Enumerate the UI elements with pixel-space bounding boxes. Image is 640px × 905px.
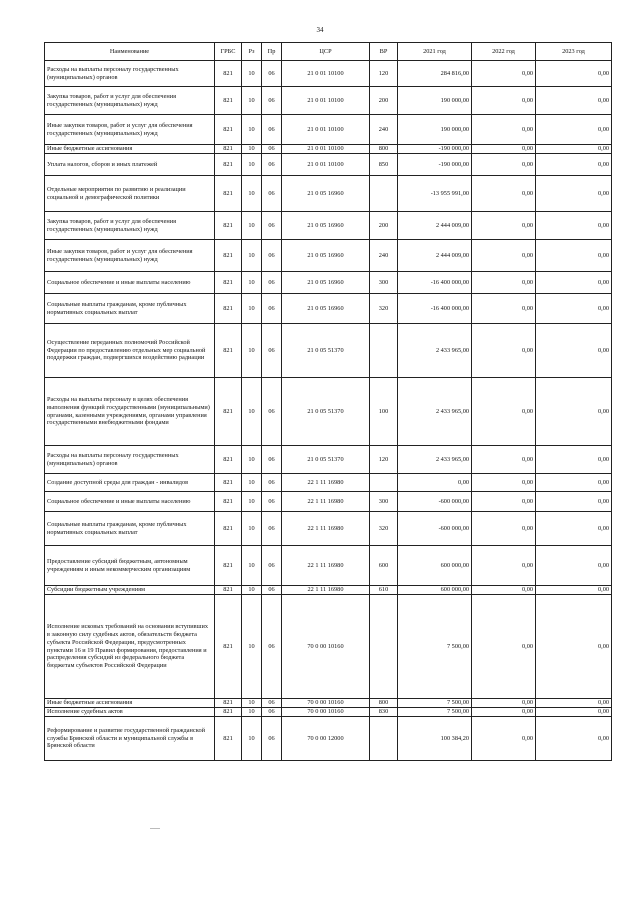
cell-pr: 06 [262,446,282,474]
cell-pr: 06 [262,595,282,699]
cell-rz: 10 [242,272,262,294]
cell-rz: 10 [242,145,262,154]
cell-pr: 06 [262,145,282,154]
cell-y2021: 190 000,00 [398,115,472,145]
cell-y2023: 0,00 [536,717,612,761]
cell-rz: 10 [242,378,262,446]
header-vr: ВР [370,43,398,61]
cell-vr: 120 [370,446,398,474]
cell-pr: 06 [262,586,282,595]
cell-y2023: 0,00 [536,212,612,240]
cell-y2022: 0,00 [472,474,536,492]
cell-rz: 10 [242,699,262,708]
cell-csr: 21 0 01 10100 [282,87,370,115]
cell-rz: 10 [242,546,262,586]
cell-grbs: 821 [215,378,242,446]
cell-vr: 120 [370,61,398,87]
cell-y2021: -600 000,00 [398,492,472,512]
cell-y2022: 0,00 [472,595,536,699]
cell-vr [370,176,398,212]
cell-vr: 200 [370,87,398,115]
cell-rz: 10 [242,240,262,272]
cell-csr: 21 0 01 10100 [282,115,370,145]
cell-csr: 21 0 01 10100 [282,154,370,176]
cell-name: Социальное обеспечение и иные выплаты населению [45,272,215,294]
cell-y2023: 0,00 [536,512,612,546]
cell-name: Социальное обеспечение и иные выплаты населению [45,492,215,512]
cell-y2023: 0,00 [536,87,612,115]
cell-y2021: 100 384,20 [398,717,472,761]
cell-name: Социальные выплаты гражданам, кроме публичных нормативных социальных выплат [45,512,215,546]
table-row [45,115,612,145]
cell-grbs: 821 [215,294,242,324]
header-2023: 2023 год [536,43,612,61]
header-2021: 2021 год [398,43,472,61]
cell-name: Осуществление переданных полномочий Российской Федерации по предоставлению отдельных мер социальной поддержки граждан, подвергшихся воздействию радиации [45,324,215,378]
cell-csr: 21 0 01 10100 [282,61,370,87]
cell-vr: 300 [370,492,398,512]
cell-csr: 70 0 00 10160 [282,699,370,708]
cell-rz: 10 [242,512,262,546]
cell-pr: 06 [262,708,282,717]
cell-vr: 300 [370,272,398,294]
cell-y2023: 0,00 [536,446,612,474]
cell-y2023: 0,00 [536,294,612,324]
cell-pr: 06 [262,378,282,446]
cell-pr: 06 [262,61,282,87]
cell-vr [370,595,398,699]
cell-y2023: 0,00 [536,240,612,272]
cell-grbs: 821 [215,699,242,708]
cell-y2021: -16 400 000,00 [398,272,472,294]
stray-mark [150,828,160,829]
cell-y2023: 0,00 [536,595,612,699]
cell-name: Создание доступной среды для граждан - инвалидов [45,474,215,492]
cell-pr: 06 [262,176,282,212]
cell-csr: 21 0 05 16960 [282,212,370,240]
table-row [45,240,612,272]
cell-y2022: 0,00 [472,512,536,546]
cell-name: Закупка товаров, работ и услуг для обеспечения государственных (муниципальных) нужд [45,212,215,240]
cell-y2021: 2 433 965,00 [398,324,472,378]
cell-rz: 10 [242,324,262,378]
table-row [45,474,612,492]
cell-y2023: 0,00 [536,145,612,154]
cell-vr: 240 [370,115,398,145]
cell-y2022: 0,00 [472,240,536,272]
table-row [45,492,612,512]
cell-y2023: 0,00 [536,708,612,717]
table-row [45,176,612,212]
cell-grbs: 821 [215,586,242,595]
header-rz: Рз [242,43,262,61]
cell-y2022: 0,00 [472,586,536,595]
cell-csr: 70 0 00 10160 [282,595,370,699]
table-row [45,272,612,294]
cell-y2021: -600 000,00 [398,512,472,546]
cell-y2023: 0,00 [536,586,612,595]
cell-csr: 21 0 05 16960 [282,176,370,212]
cell-y2023: 0,00 [536,546,612,586]
cell-y2022: 0,00 [472,272,536,294]
cell-csr: 22 1 11 16980 [282,546,370,586]
cell-y2022: 0,00 [472,212,536,240]
cell-rz: 10 [242,154,262,176]
cell-name: Иные бюджетные ассигнования [45,699,215,708]
cell-y2021: 7 500,00 [398,708,472,717]
cell-pr: 06 [262,512,282,546]
table-header-row [45,43,612,61]
cell-name: Отдельные мероприятия по развитию и реализации социальной и демографической политики [45,176,215,212]
cell-vr: 320 [370,512,398,546]
cell-csr: 22 1 11 16980 [282,512,370,546]
cell-vr: 200 [370,212,398,240]
cell-pr: 06 [262,699,282,708]
cell-name: Расходы на выплаты персоналу в целях обеспечения выполнения функций государственными (муниципальными) органами, казенными учреждениями, органами управления государственными внебюджетными фондами [45,378,215,446]
cell-y2022: 0,00 [472,717,536,761]
cell-grbs: 821 [215,708,242,717]
cell-csr: 21 0 05 51370 [282,446,370,474]
cell-csr: 22 1 11 16980 [282,474,370,492]
header-name: Наименование [45,43,215,61]
cell-csr: 70 0 00 12000 [282,717,370,761]
cell-vr: 240 [370,240,398,272]
cell-y2021: -190 000,00 [398,154,472,176]
cell-y2022: 0,00 [472,294,536,324]
cell-pr: 06 [262,324,282,378]
cell-y2021: -16 400 000,00 [398,294,472,324]
cell-name: Иные бюджетные ассигнования [45,145,215,154]
cell-rz: 10 [242,61,262,87]
cell-name: Расходы на выплаты персоналу государственных (муниципальных) органов [45,446,215,474]
table-row [45,212,612,240]
cell-csr: 70 0 00 10160 [282,708,370,717]
table-row [45,595,612,699]
cell-grbs: 821 [215,272,242,294]
cell-name: Иные закупки товаров, работ и услуг для обеспечения государственных (муниципальных) нужд [45,115,215,145]
cell-pr: 06 [262,717,282,761]
cell-rz: 10 [242,708,262,717]
cell-name: Закупка товаров, работ и услуг для обеспечения государственных (муниципальных) нужд [45,87,215,115]
cell-grbs: 821 [215,717,242,761]
cell-pr: 06 [262,546,282,586]
cell-grbs: 821 [215,474,242,492]
table-row [45,717,612,761]
table-row [45,708,612,717]
cell-name: Расходы на выплаты персоналу государственных (муниципальных) органов [45,61,215,87]
cell-grbs: 821 [215,154,242,176]
cell-y2023: 0,00 [536,115,612,145]
cell-grbs: 821 [215,492,242,512]
cell-pr: 06 [262,212,282,240]
cell-y2021: 7 500,00 [398,595,472,699]
cell-rz: 10 [242,595,262,699]
cell-y2023: 0,00 [536,272,612,294]
cell-name: Иные закупки товаров, работ и услуг для обеспечения государственных (муниципальных) нужд [45,240,215,272]
table-row [45,294,612,324]
cell-y2021: 0,00 [398,474,472,492]
cell-name: Реформирование и развитие государственной гражданской службы Брянской области и муниципальной службы в Брянской области [45,717,215,761]
cell-y2023: 0,00 [536,378,612,446]
cell-grbs: 821 [215,87,242,115]
cell-vr: 600 [370,546,398,586]
table-row [45,512,612,546]
cell-vr [370,717,398,761]
cell-csr: 21 0 01 10100 [282,145,370,154]
table-row [45,378,612,446]
cell-name: Предоставление субсидий бюджетным, автономным учреждениям и иным некоммерческим организациям [45,546,215,586]
page-number: 34 [316,26,324,34]
table-row [45,699,612,708]
cell-y2023: 0,00 [536,699,612,708]
cell-y2022: 0,00 [472,492,536,512]
header-csr: ЦСР [282,43,370,61]
cell-pr: 06 [262,154,282,176]
cell-name: Субсидии бюджетным учреждениям [45,586,215,595]
cell-pr: 06 [262,87,282,115]
cell-grbs: 821 [215,61,242,87]
cell-y2022: 0,00 [472,87,536,115]
cell-y2021: 7 500,00 [398,699,472,708]
cell-grbs: 821 [215,446,242,474]
header-2022: 2022 год [472,43,536,61]
cell-y2023: 0,00 [536,474,612,492]
cell-y2023: 0,00 [536,154,612,176]
cell-y2022: 0,00 [472,546,536,586]
cell-grbs: 821 [215,512,242,546]
cell-csr: 21 0 05 16960 [282,240,370,272]
table-row [45,87,612,115]
cell-name: Социальные выплаты гражданам, кроме публичных нормативных социальных выплат [45,294,215,324]
cell-grbs: 821 [215,115,242,145]
cell-y2021: 2 433 965,00 [398,446,472,474]
cell-vr: 800 [370,699,398,708]
cell-y2021: -190 000,00 [398,145,472,154]
cell-y2022: 0,00 [472,115,536,145]
cell-y2022: 0,00 [472,708,536,717]
table-row [45,154,612,176]
cell-rz: 10 [242,474,262,492]
cell-rz: 10 [242,212,262,240]
cell-y2022: 0,00 [472,699,536,708]
table-row [45,145,612,154]
cell-rz: 10 [242,115,262,145]
table-row [45,586,612,595]
cell-grbs: 821 [215,595,242,699]
cell-vr [370,324,398,378]
cell-y2021: 2 444 009,00 [398,212,472,240]
cell-pr: 06 [262,240,282,272]
table-row [45,446,612,474]
cell-y2023: 0,00 [536,324,612,378]
cell-rz: 10 [242,586,262,595]
cell-vr: 830 [370,708,398,717]
cell-grbs: 821 [215,240,242,272]
cell-csr: 21 0 05 16960 [282,272,370,294]
cell-y2021: 284 816,00 [398,61,472,87]
cell-y2022: 0,00 [472,446,536,474]
cell-grbs: 821 [215,145,242,154]
cell-pr: 06 [262,474,282,492]
cell-vr: 320 [370,294,398,324]
cell-y2021: 600 000,00 [398,586,472,595]
cell-rz: 10 [242,87,262,115]
cell-y2022: 0,00 [472,145,536,154]
cell-grbs: 821 [215,212,242,240]
cell-vr: 800 [370,145,398,154]
cell-name: Уплата налогов, сборов и иных платежей [45,154,215,176]
cell-y2022: 0,00 [472,324,536,378]
cell-grbs: 821 [215,546,242,586]
cell-pr: 06 [262,492,282,512]
header-pr: Пр [262,43,282,61]
cell-vr: 850 [370,154,398,176]
cell-pr: 06 [262,272,282,294]
table-row [45,546,612,586]
cell-y2022: 0,00 [472,61,536,87]
cell-vr [370,474,398,492]
cell-y2023: 0,00 [536,176,612,212]
budget-table [44,42,612,761]
cell-rz: 10 [242,446,262,474]
cell-y2022: 0,00 [472,176,536,212]
cell-y2021: 600 000,00 [398,546,472,586]
header-grbs: ГРБС [215,43,242,61]
cell-pr: 06 [262,294,282,324]
cell-csr: 21 0 05 16960 [282,294,370,324]
cell-y2021: 2 444 009,00 [398,240,472,272]
cell-name: Исполнение исковых требований на основании вступивших в законную силу судебных актов, обязательств бюджета субъекта Российской Федерации, предусмотренных пунктами 16 и 19 Правил формирования, предоставления и распределения субсидий из федерального бюджета бюджетам субъектов Российской Федерации [45,595,215,699]
cell-csr: 22 1 11 16980 [282,586,370,595]
cell-y2022: 0,00 [472,154,536,176]
cell-rz: 10 [242,492,262,512]
cell-vr: 100 [370,378,398,446]
cell-csr: 21 0 05 51370 [282,324,370,378]
cell-rz: 10 [242,717,262,761]
cell-grbs: 821 [215,176,242,212]
cell-y2021: 2 433 965,00 [398,378,472,446]
table-row [45,324,612,378]
cell-csr: 22 1 11 16980 [282,492,370,512]
cell-name: Исполнение судебных актов [45,708,215,717]
cell-y2022: 0,00 [472,378,536,446]
cell-csr: 21 0 05 51370 [282,378,370,446]
cell-y2021: 190 000,00 [398,87,472,115]
cell-grbs: 821 [215,324,242,378]
cell-vr: 610 [370,586,398,595]
cell-rz: 10 [242,294,262,324]
table-row [45,61,612,87]
cell-pr: 06 [262,115,282,145]
cell-y2021: -13 955 991,00 [398,176,472,212]
cell-y2023: 0,00 [536,492,612,512]
cell-y2023: 0,00 [536,61,612,87]
cell-rz: 10 [242,176,262,212]
